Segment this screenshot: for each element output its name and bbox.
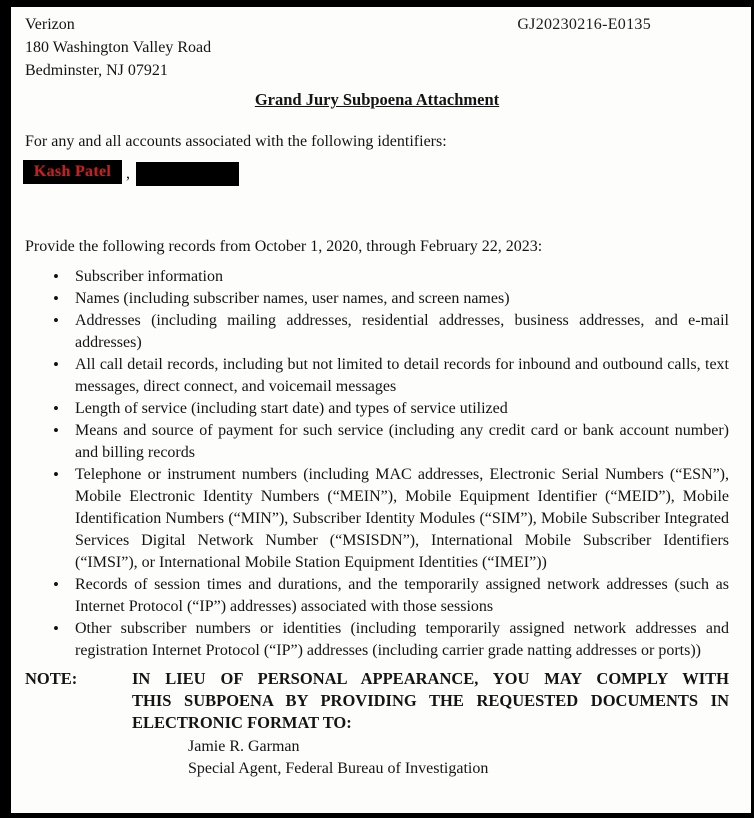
- list-item: • Subscriber information: [25, 266, 729, 288]
- document-header: [25, 13, 729, 82]
- note-section: [25, 668, 729, 734]
- list-item: • Length of service (including start date) and types of service utilized: [25, 398, 729, 420]
- contact-name: Jamie R. Garman: [188, 738, 300, 755]
- recipient-street: 180 Washington Valley Road: [25, 39, 212, 56]
- identifiers-row: [25, 160, 729, 186]
- note-line: IN LIEU OF PERSONAL APPEARANCE, YOU MAY COMPLY WITH: [132, 669, 729, 688]
- revealed-name-text: Kash Patel: [33, 163, 112, 180]
- contact-title: Special Agent, Federal Bureau of Investigation: [188, 760, 489, 777]
- list-item: • Addresses (including mailing addresses, residential addresses, business addresses, and e-mail addresses): [25, 310, 729, 354]
- note-line: THIS SUBPOENA BY PROVIDING THE REQUESTED DOCUMENTS IN: [132, 691, 729, 710]
- note-text: [132, 668, 729, 734]
- case-number: GJ20230216-E0135: [517, 16, 651, 33]
- records-list: [25, 266, 729, 662]
- identifier-separator: ,: [126, 165, 130, 182]
- list-item: • Names (including subscriber names, user names, and screen names): [25, 288, 729, 310]
- recipient-name: Verizon: [25, 16, 75, 33]
- redaction-box-name: [23, 160, 122, 184]
- list-item: • Telephone or instrument numbers (including MAC addresses, Electronic Serial Numbers (“ESN”), Mobile Electronic Identity Numbers (“MEIN”), Mobile Equipment Identifier (“MEID”), Mobile Identification Numbers (“MIN”), Subscriber Identity Modules (“SIM”), Mobile Subscriber Integrated Services Digital Network Number (“MSISDN”), International Mobile Subscriber Identifiers (“IMSI”), or International Mobile Station Equipment Identities (“IMEI”)): [25, 464, 729, 574]
- records-request-paragraph: Provide the following records from October 1, 2020, through February 22, 2023:: [25, 238, 543, 255]
- redaction-box-second-identifier: [136, 162, 239, 186]
- list-item: • Means and source of payment for such service (including any credit card or bank account number) and billing records: [25, 420, 729, 464]
- recipient-address-block: [25, 13, 211, 82]
- list-item: • Records of session times and durations, and the temporarily assigned network addresses (such as Internet Protocol (“IP”) addresses) associated with those sessions: [25, 574, 729, 618]
- list-item: • Other subscriber numbers or identities (including temporarily assigned network addresses and registration Internet Protocol (“IP”) addresses (including carrier grade natting addresses or ports)): [25, 618, 729, 662]
- recipient-city-state-zip: Bedminster, NJ 07921: [25, 62, 168, 79]
- note-line: ELECTRONIC FORMAT TO:: [132, 713, 352, 732]
- intro-paragraph: For any and all accounts associated with the following identifiers:: [25, 133, 447, 150]
- contact-block: [188, 736, 729, 780]
- document-title: Grand Jury Subpoena Attachment: [254, 90, 500, 109]
- list-item: • All call detail records, including but not limited to detail records for inbound and outbound calls, text messages, direct connect, and voicemail messages: [25, 354, 729, 398]
- note-label: NOTE:: [25, 669, 78, 688]
